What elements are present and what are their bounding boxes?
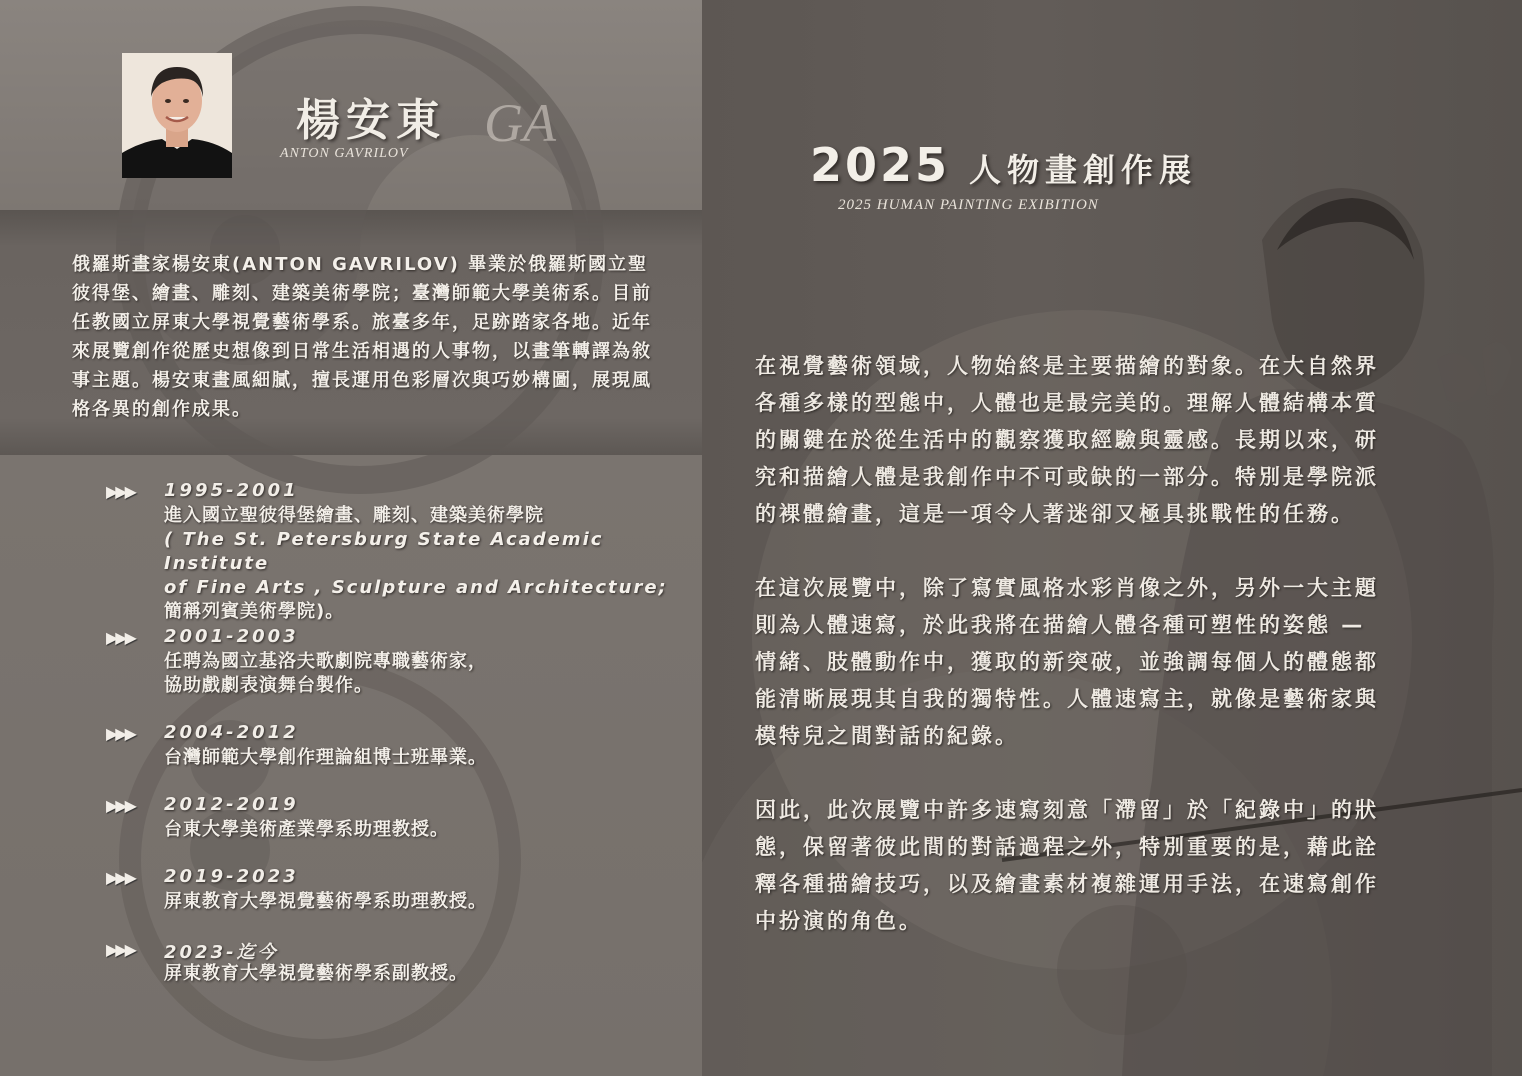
timeline-line: 進入國立聖彼得堡繪畫、雕刻、建築美術學院 — [164, 505, 544, 526]
timeline-years: 2001-2003 — [164, 626, 299, 647]
statement-paragraph: 因此，此次展覽中許多速寫刻意「滯留」於「紀錄中」的狀態，保留著彼此間的對話過程之外，特別重要的是，藉此詮釋各種描繪技巧，以及繪畫素材複雜運用手法，在速寫創作中扮演的角色。 — [755, 798, 1379, 933]
triple-arrow-icon: ▶▶▶ — [106, 628, 134, 647]
exhibition-title-chinese: 人物畫創作展 — [969, 151, 1198, 189]
artist-name-chinese: 楊安東 — [296, 95, 446, 146]
timeline-line: 台東大學美術產業學系助理教授。 — [164, 819, 449, 840]
timeline-description — [164, 962, 684, 986]
timeline-description — [164, 890, 684, 914]
timeline-line: 台灣師範大學創作理論組博士班畢業。 — [164, 747, 487, 768]
exhibition-title — [810, 138, 1230, 192]
timeline-years: 2012-2019 — [164, 794, 299, 815]
triple-arrow-icon: ▶▶▶ — [106, 482, 134, 501]
triple-arrow-icon: ▶▶▶ — [106, 868, 134, 887]
artist-portrait-photo — [122, 53, 232, 178]
timeline-description — [164, 746, 684, 770]
timeline-description — [164, 818, 684, 842]
timeline-years: 1995-2001 — [164, 480, 299, 501]
timeline-line: 協助戲劇表演舞台製作。 — [164, 675, 373, 696]
timeline-description — [164, 650, 684, 698]
artist-statement — [755, 348, 1395, 940]
timeline-line: 屏東教育大學視覺藝術學系助理教授。 — [164, 891, 487, 912]
timeline-line: 簡稱列賓美術學院)。 — [164, 601, 345, 622]
triple-arrow-icon: ▶▶▶ — [106, 796, 134, 815]
timeline-years: 2023-迄今 — [164, 942, 279, 963]
timeline-years: 2019-2023 — [164, 866, 299, 887]
triple-arrow-icon: ▶▶▶ — [106, 724, 134, 743]
timeline-line: 任聘為國立基洛夫歌劇院專職藝術家， — [164, 651, 487, 672]
artist-name-english: ANTON GAVRILOV — [280, 146, 409, 161]
timeline-line: ( The St. Petersburg State Academic Institute — [164, 529, 604, 574]
exhibition-year: 2025 — [810, 138, 951, 192]
timeline-description — [164, 504, 684, 624]
timeline-years: 2004-2012 — [164, 722, 299, 743]
exhibition-subtitle: 2025 HUMAN PAINTING EXIBITION — [838, 197, 1099, 213]
triple-arrow-icon: ▶▶▶ — [106, 940, 134, 959]
statement-paragraph: 在這次展覽中，除了寫實風格水彩肖像之外，另外一大主題則為人體速寫，於此我將在描繪人體各種可塑性的姿態 — 情緒、肢體動作中，獲取的新突破，並強調每個人的體態都能清晰展現其自我的獨特性。人體速寫主，就像是藝術家與模特兒之間對話的紀錄。 — [755, 576, 1379, 748]
artist-biography: 俄羅斯畫家楊安東(ANTON GAVRILOV) 畢業於俄羅斯國立聖彼得堡、繪畫、雕刻、建築美術學院；臺灣師範大學美術系。目前任教國立屏東大學視覺藝術學系。旅臺多年，足跡踏家各地。近年來展覽創作從歷史想像到日常生活相遇的人事物，以畫筆轉譯為敘事主題。楊安東畫風細膩，擅長運用色彩層次與巧妙構圖，展現風格各異的創作成果。 — [72, 254, 652, 420]
timeline-line: 屏東教育大學視覺藝術學系副教授。 — [164, 963, 468, 984]
statement-paragraph: 在視覺藝術領域，人物始終是主要描繪的對象。在大自然界各種多樣的型態中，人體也是最完美的。理解人體結構本質的關鍵在於從生活中的觀察獲取經驗與靈感。長期以來，研究和描繪人體是我創作中不可或缺的一部分。特別是學院派的裸體繪畫，這是一項令人著迷卻又極具挑戰性的任務。 — [755, 354, 1379, 526]
timeline-line: of Fine Arts , Sculpture and Architecture; — [164, 577, 668, 598]
artist-monogram: GA — [484, 93, 556, 153]
